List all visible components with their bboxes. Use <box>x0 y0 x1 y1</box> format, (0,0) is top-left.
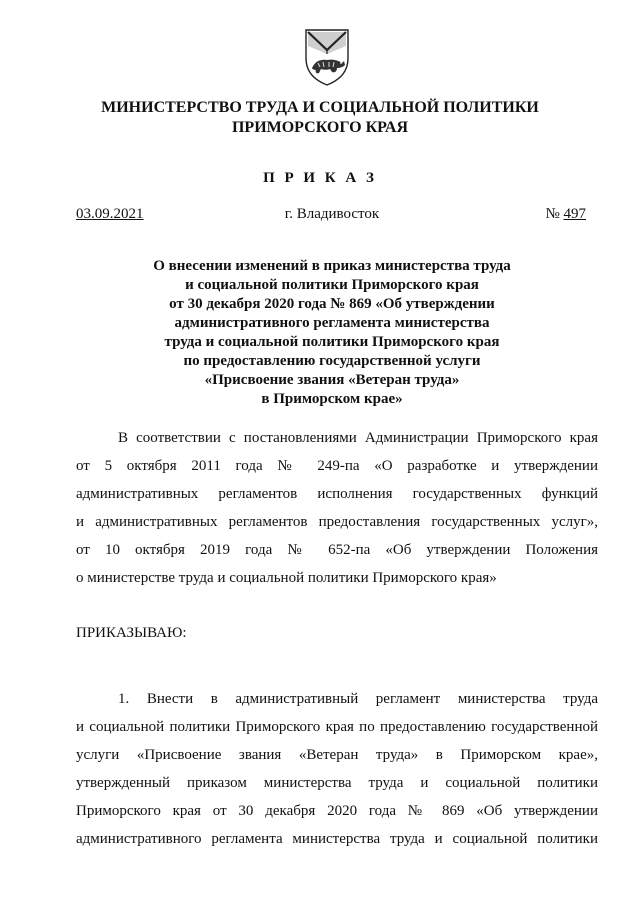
subject-line: О внесении изменений в приказ министерства труда <box>153 258 511 274</box>
preamble-paragraph <box>76 424 598 592</box>
document-type-title: П Р И К А З <box>263 170 377 186</box>
item-1-line: административного регламента министерства труда и социальной политики <box>76 831 598 847</box>
preamble-line: В соответствии с постановлениями Администрации Приморского края <box>118 430 598 446</box>
item-1-line: и социальной политики Приморского края по предоставлению государственной <box>76 719 598 735</box>
order-directive-word: ПРИКАЗЫВАЮ: <box>76 625 187 641</box>
preamble-line: от 5 октября 2011 года № 249-па «О разработке и утверждении <box>76 458 598 474</box>
subject-line: в Приморском крае» <box>261 391 403 407</box>
item-1-line: Приморского края от 30 декабря 2020 года № 869 «Об утверждении <box>76 803 598 819</box>
order-number <box>545 206 586 223</box>
subject-line: труда и социальной политики Приморского края <box>164 334 500 350</box>
subject-line: «Присвоение звания «Ветеран труда» <box>204 372 460 388</box>
ministry-name-line1: МИНИСТЕРСТВО ТРУДА И СОЦИАЛЬНОЙ ПОЛИТИКИ <box>101 99 539 116</box>
item-1-line: 1. Внести в административный регламент министерства труда <box>118 691 598 707</box>
item-1-line: утвержденный приказом министерства труда и социальной политики <box>76 775 598 791</box>
item-1-paragraph <box>76 685 598 853</box>
preamble-line: административных регламентов исполнения государственных функций <box>76 486 598 502</box>
coat-of-arms-icon <box>303 28 351 86</box>
item-1-line: услуги «Присвоение звания «Ветеран труда» в Приморском крае», <box>76 747 598 763</box>
subject-line: и социальной политики Приморского края <box>185 277 479 293</box>
preamble-line: от 10 октября 2019 года № 652-па «Об утверждении Положения <box>76 542 598 558</box>
preamble-line: о министерстве труда и социальной политики Приморского края» <box>76 570 497 586</box>
ministry-name <box>0 98 640 138</box>
ministry-name-line2: ПРИМОРСКОГО КРАЯ <box>231 119 409 136</box>
subject-line: от 30 декабря 2020 года № 869 «Об утверждении <box>169 296 495 312</box>
order-subject <box>0 257 640 409</box>
order-number-prefix: № <box>545 206 564 222</box>
order-number-value: 497 <box>563 206 586 222</box>
order-city: г. Владивосток <box>284 206 380 222</box>
subject-line: по предоставлению государственной услуги <box>183 353 481 369</box>
subject-line: административного регламента министерства <box>174 315 490 331</box>
order-date: 03.09.2021 <box>76 206 144 222</box>
preamble-line: и административных регламентов предоставления государственных услуг», <box>76 514 598 530</box>
